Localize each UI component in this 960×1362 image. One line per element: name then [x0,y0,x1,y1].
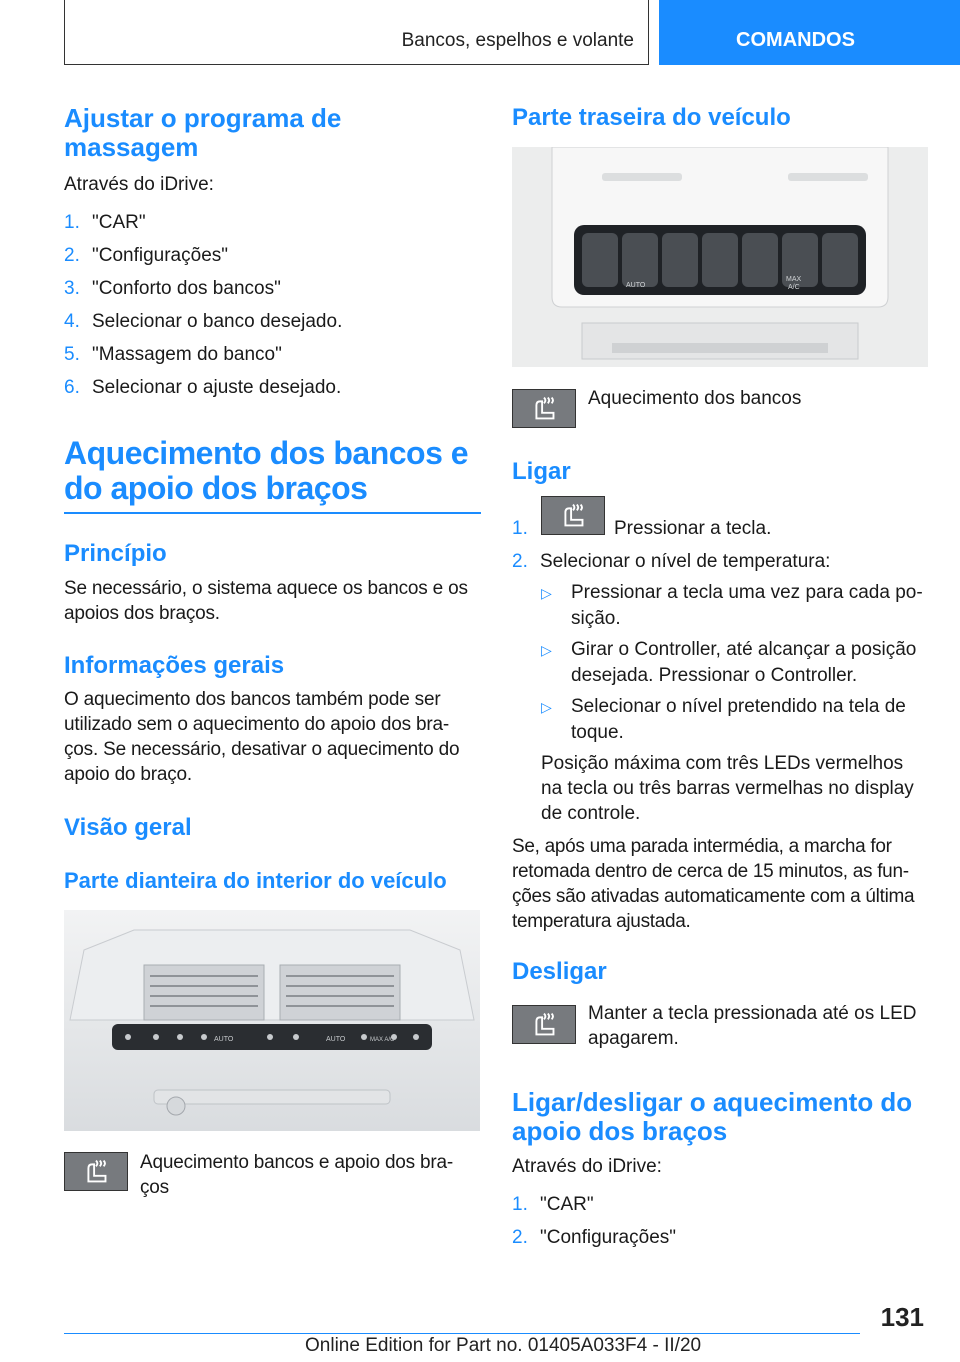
text-line: na tecla ou três barras vermelhas no display [541,778,914,799]
list-text: "Configurações" [540,1227,677,1248]
principle-heading: Princípio [64,540,167,567]
bullet-item [541,580,923,631]
text-line: ços [140,1177,169,1198]
list-item [64,276,281,301]
text-line: utilizado sem o aquecimento do apoio dos bra- [64,714,449,735]
front-panel-label: MAX A/C [370,1037,395,1043]
massage-heading [64,104,341,162]
list-number: 2. [512,1227,528,1248]
text-line: apoio do braço. [64,764,192,785]
footer-rule [64,1333,860,1334]
rear-panel-label-auto: AUTO [626,282,646,289]
text-line: apagarem. [588,1028,679,1049]
text-line: apoios dos braços. [64,603,220,624]
bullet-text: sição. [571,608,621,629]
bullet-text: Pressionar a tecla uma vez para cada po- [571,582,923,603]
armrest-intro: Através do iDrive: [512,1156,662,1177]
text-line: ções são ativadas automaticamente com a última [512,886,915,907]
list-item [512,1225,676,1250]
seat-heating-icon [541,496,605,535]
heading-rule [64,512,481,514]
resume-note [512,834,914,934]
principle-text [64,576,468,626]
text-line: ços. Se necessário, desativar o aquecimento do [64,739,460,760]
list-number: 4. [64,311,80,332]
bullet-text: Girar o Controller, até alcançar a posição [571,639,917,660]
text-line: Aquecimento bancos e apoio dos bra- [140,1152,454,1173]
list-number: 1. [64,212,80,233]
list-item [512,516,540,541]
footer-edition: Online Edition for Part no. 01405A033F4 - II/20 [305,1335,702,1356]
seat-heating-icon [512,1005,576,1044]
rear-icon-label: Aquecimento dos bancos [588,388,802,409]
armrest-heading-line-2: apoio dos braços [512,1116,728,1146]
text-line: O aquecimento dos bancos também pode ser [64,689,441,710]
list-item [64,309,342,334]
text-line: temperatura ajustada. [512,911,691,932]
list-text: "CAR" [540,1194,594,1215]
list-text: Selecionar o banco desejado. [92,311,343,332]
text-line: Posição máxima com três LEDs vermelhos [541,753,904,774]
list-item [64,342,282,367]
massage-heading-line-2: massagem [64,132,199,162]
seat-heating-heading-line-1: Aquecimento dos bancos e [64,435,469,471]
armrest-heading [512,1088,912,1146]
seat-heating-heading [64,436,468,506]
bullet-item [541,694,906,745]
text-line: de controle. [541,803,641,824]
list-number: 2. [64,245,80,266]
list-text: "CAR" [92,212,146,233]
bullet-text: toque. [571,722,624,743]
front-interior-heading: Parte dianteira do interior do veículo [64,868,447,893]
header-section-title: Bancos, espelhos e volante [401,30,634,51]
switch-on-heading: Ligar [512,458,571,485]
rear-console-photo [512,147,928,367]
text-line: Se necessário, o sistema aquece os bancos e os [64,578,468,599]
seat-armrest-heating-icon [64,1152,128,1191]
bullet-item [541,637,916,688]
armrest-heading-line-1: Ligar/desligar o aquecimento do [512,1087,913,1117]
text-line: Se, após uma parada intermédia, a marcha for [512,836,892,857]
triangle-bullet-icon: ▷ [541,642,552,658]
switch-off-text [588,1001,916,1051]
list-number: 3. [64,278,80,299]
list-number: 1. [512,1194,528,1215]
list-text: "Conforto dos bancos" [92,278,281,299]
page-number: 131 [880,1302,924,1332]
rear-panel-label-ac: A/C [788,284,800,291]
switch-off-heading: Desligar [512,958,607,985]
general-info-text [64,687,459,787]
massage-intro: Através do iDrive: [64,174,214,195]
text-line: retomada dentro de cerca de 15 minutos, as fun- [512,861,909,882]
list-number: 5. [64,344,80,365]
massage-heading-line-1: Ajustar o programa de [64,103,342,133]
seat-heating-icon [512,389,576,428]
bullet-text: desejada. Pressionar o Controller. [571,665,858,686]
list-number: 6. [64,377,80,398]
list-item [512,549,830,574]
front-panel-label: AUTO [326,1036,346,1043]
list-text: "Configurações" [92,245,229,266]
list-text: Selecionar o nível de temperatura: [540,551,831,572]
list-item [64,243,228,268]
header-section-box [64,0,649,65]
list-number: 2. [512,551,528,572]
front-console-photo [64,910,480,1131]
rear-heading: Parte traseira do veículo [512,104,791,131]
list-text: "Massagem do banco" [92,344,282,365]
text-line: Manter a tecla pressionada até os LED [588,1003,917,1024]
front-icon-label [140,1150,453,1200]
header-chapter-tab: COMANDOS [659,0,960,65]
triangle-bullet-icon: ▷ [541,699,552,715]
list-number: 1. [512,518,528,539]
list-text: Selecionar o ajuste desejado. [92,377,342,398]
rear-panel-label-max: MAX [786,276,802,283]
list-item [64,210,146,235]
max-position-note [541,751,914,826]
front-panel-label: AUTO [214,1036,234,1043]
list-item [512,1192,594,1217]
seat-heating-heading-line-2: do apoio dos braços [64,470,368,506]
list-item [64,375,341,400]
general-info-heading: Informações gerais [64,652,285,679]
bullet-text: Selecionar o nível pretendido na tela de [571,696,906,717]
press-key-text: Pressionar a tecla. [614,518,772,539]
triangle-bullet-icon: ▷ [541,585,552,601]
overview-heading: Visão geral [64,814,192,841]
